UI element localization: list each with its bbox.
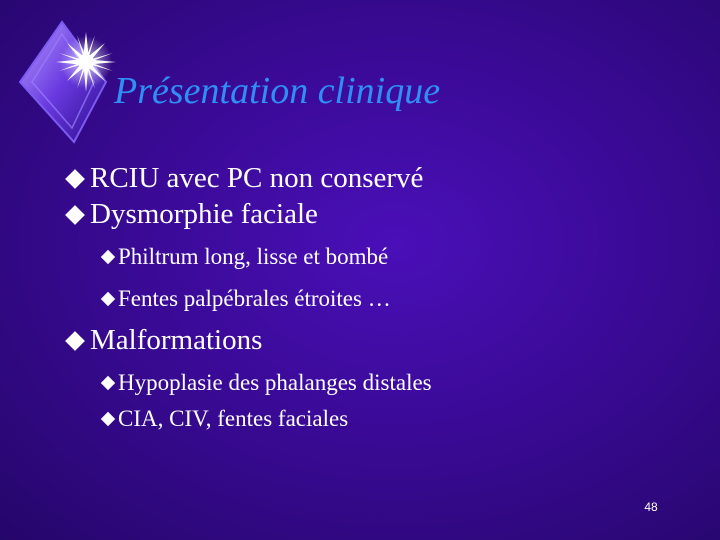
diamond-bullet-icon [64,330,86,352]
diamond-bullet-icon [100,375,116,391]
bullet-text: Fentes palpébrales étroites … [118,286,391,311]
bullet-text: Philtrum long, lisse et bombé [118,244,389,269]
sub-bullet-item [60,404,700,434]
sub-bullet-item [60,368,700,398]
sub-bullet-item [60,284,700,314]
bullet-text: Malformations [90,324,263,356]
bullet-item [60,160,700,196]
diamond-bullet-icon [100,249,116,265]
slide-title: Présentation clinique [114,70,441,112]
diamond-bullet-icon [64,204,86,226]
bullet-text: Hypoplasie des phalanges distales [118,370,432,395]
bullet-text: Dysmorphie faciale [90,198,318,230]
diamond-bullet-icon [100,291,116,307]
bullet-text: CIA, CIV, fentes faciales [118,406,349,431]
bullet-item [60,196,700,232]
bullet-list [60,160,700,434]
sub-bullet-item [60,242,700,272]
bullet-item [60,322,700,358]
page-number: 48 [644,500,658,514]
diamond-bullet-icon [64,168,86,190]
bullet-text: RCIU avec PC non conservé [90,162,424,194]
diamond-bullet-icon [100,411,116,427]
